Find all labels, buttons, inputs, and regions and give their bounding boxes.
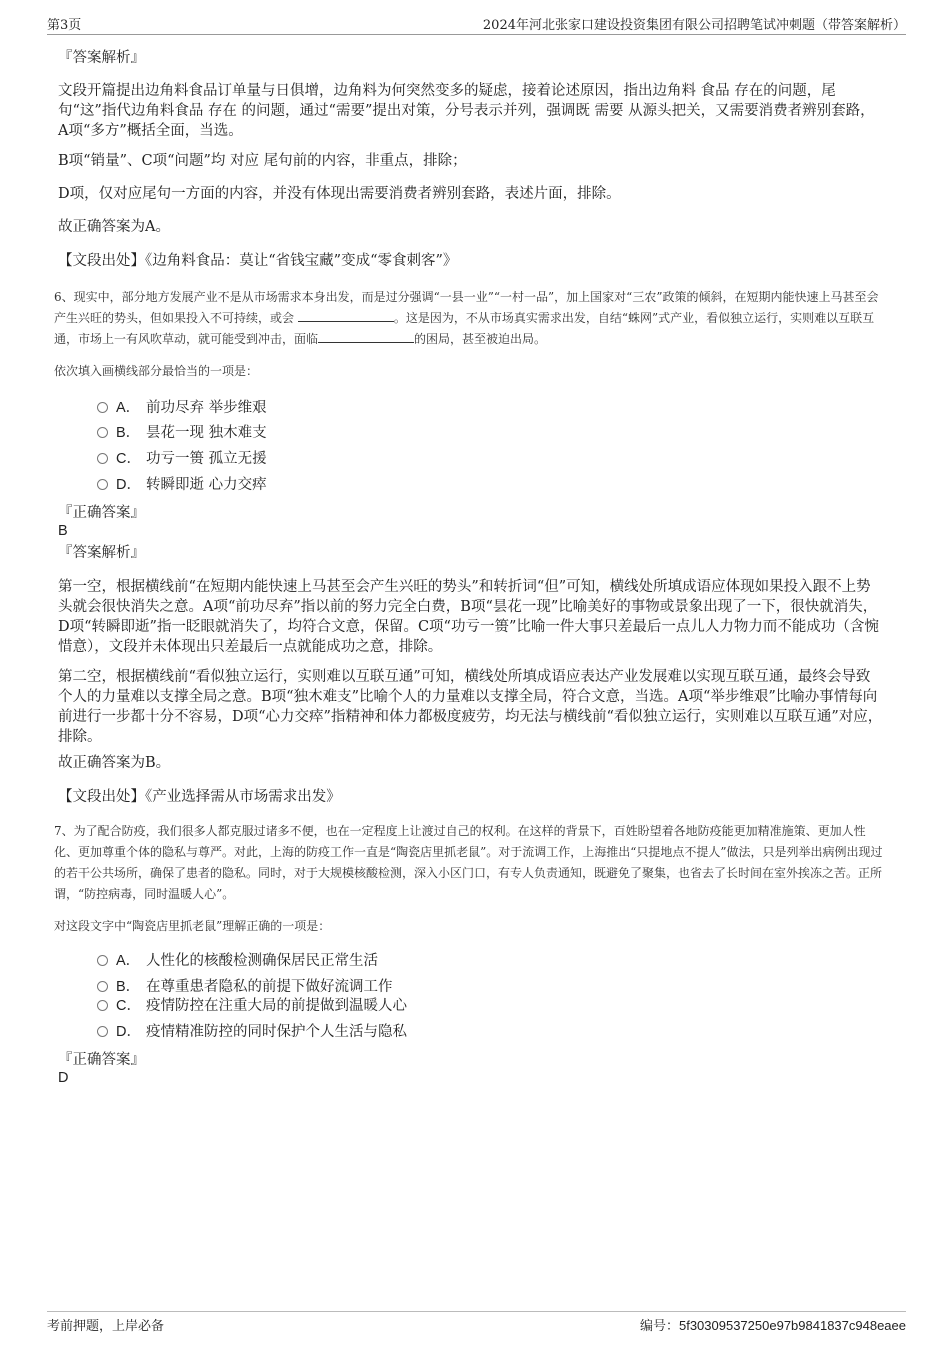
- q7-option-b[interactable]: [97, 977, 393, 997]
- option-letter: A．: [116, 400, 141, 416]
- q6-option-d[interactable]: [97, 475, 267, 495]
- page-footer: [47, 1311, 906, 1334]
- radio-icon[interactable]: [97, 479, 108, 490]
- q6-stem-part-1: 6、现实中，部分地方发展产业不是从市场需求本身出发，而是过分强调“一县一业”“一村一品”，加上国家对“三农”政策的倾斜，在短期内能快速上马甚至会产生兴旺的势头，但如果投入不可持续，或会: [54, 290, 879, 325]
- radio-icon[interactable]: [97, 402, 108, 413]
- option-letter: D．: [116, 1024, 141, 1040]
- option-text: 功亏一篑 孤立无援: [146, 451, 267, 467]
- q6-analysis-p2: 第二空，根据横线前“看似独立运行，实则难以互联互通”可知，横线处所填成语应表达产业发展难以实现互联互通，最终会导致个人的力量难以支撑全局之意。B项“独木难支”比喻个人的力量难以支撑全局，符合文意，当选。A项“举步维艰”比喻办事情每向前进行一步都十分不容易，D项“心力交瘁”指精神和体力都极度疲劳，均无法与横线前“看似独立运行，实则难以互联互通”对应，排除。: [58, 669, 883, 745]
- option-text: 昙花一现 独木难支: [146, 425, 267, 441]
- q5-conclusion: 故正确答案为A。: [58, 219, 170, 235]
- q7-option-d[interactable]: [97, 1022, 407, 1042]
- q6-blank-2: [318, 330, 414, 343]
- option-text: 在尊重患者隐私的前提下做好流调工作: [146, 979, 393, 995]
- option-text: 疫情精准防控的同时保护个人生活与隐私: [146, 1024, 407, 1040]
- q7-stem: 7、为了配合防疫，我们很多人都克服过诸多不便，也在一定程度上让渡过自己的权利。在这样的背景下，百姓盼望着各地防疫能更加精准施策、更加人性化、更加尊重个体的隐私与尊严。对此，上海的防疫工作一直是“陶瓷店里抓老鼠”。对于流调工作，上海推出“只提地点不提人”做法，只是列举出病例出现过的若干公共场所，确保了患者的隐私。同时，对于大规模核酸检测，深入小区门口，有专人负责通知，既避免了聚集，也省去了长时间在室外挨冻之苦。正所谓，“防控病毒，同时温暖人心”。: [54, 824, 883, 901]
- q6-option-a[interactable]: [97, 398, 267, 418]
- option-letter: D．: [116, 477, 141, 493]
- q6-stem-part-2: 。这是因为，不从市场真实需求出发，自结“蛛网”式产业，看似独立运行，实则难以互联互通，市场上一有风吹草动，就可能受到冲击，面临: [54, 311, 875, 346]
- q7-answer-tag: 『正确答案』: [58, 1052, 145, 1068]
- q6-option-c[interactable]: [97, 449, 267, 469]
- document-title: 2024年河北张家口建设投资集团有限公司招聘笔试冲刺题（带答案解析）: [482, 18, 906, 33]
- option-letter: A．: [116, 953, 141, 969]
- radio-icon[interactable]: [97, 427, 108, 438]
- radio-icon[interactable]: [97, 1000, 108, 1011]
- option-text: 前功尽弃 举步维艰: [146, 400, 267, 416]
- option-letter: C．: [116, 451, 141, 467]
- q6-source: 【文段出处】《产业选择需从市场需求出发》: [58, 789, 341, 805]
- option-letter: B．: [116, 425, 141, 441]
- radio-icon[interactable]: [97, 1026, 108, 1037]
- q7-option-a[interactable]: [97, 951, 378, 971]
- option-text: 人性化的核酸检测确保居民正常生活: [146, 953, 378, 969]
- option-letter: B．: [116, 979, 141, 995]
- radio-icon[interactable]: [97, 981, 108, 992]
- footer-code: 编号：5f30309537250e97b9841837c948eaee: [639, 1318, 906, 1333]
- q6-stem-part-3: 的困局，甚至被迫出局。: [414, 332, 547, 346]
- q6-option-b[interactable]: [97, 423, 267, 443]
- q5-analysis-p3: D项，仅对应尾句一方面的内容，并没有体现出需要消费者辨别套路，表述片面，排除。: [58, 186, 621, 202]
- option-letter: C．: [116, 998, 141, 1014]
- page-header: [47, 14, 906, 35]
- q7-option-c[interactable]: [97, 996, 407, 1016]
- q6-answer: B: [58, 523, 68, 539]
- q5-analysis-p1: 文段开篇提出边角料食品订单量与日俱增，边角料为何突然变多的疑虑，接着论述原因，指出边角料 食品 存在的问题，尾句“这”指代边角料食品 存在 的问题，通过“需要”提出对策，分号表示并列，强调既 需要 从源头把关，又需要消费者辨别套路，A项“多方”概括全面，当选。: [58, 83, 875, 139]
- radio-icon[interactable]: [97, 453, 108, 464]
- option-text: 疫情防控在注重大局的前提做到温暖人心: [146, 998, 407, 1014]
- q6-analysis-tag: 『答案解析』: [58, 545, 145, 561]
- q6-answer-tag: 『正确答案』: [58, 505, 145, 521]
- q7-prompt: 对这段文字中“陶瓷店里抓老鼠”理解正确的一项是：: [54, 919, 331, 933]
- q5-analysis-p2: B项“销量”、C项“问题”均 对应 尾句前的内容，非重点，排除；: [58, 153, 467, 169]
- q6-stem: [54, 287, 888, 350]
- option-text: 转瞬即逝 心力交瘁: [146, 477, 267, 493]
- q6-blank-1: [298, 309, 394, 322]
- q7-answer: D: [58, 1070, 69, 1086]
- page-number: 第3页: [47, 18, 82, 33]
- q6-prompt: 依次填入画横线部分最恰当的一项是：: [54, 364, 259, 378]
- q5-source: 【文段出处】《边角料食品：莫让“省钱宝藏”变成“零食刺客”》: [58, 253, 458, 269]
- q5-analysis-tag: 『答案解析』: [58, 50, 145, 66]
- footer-slogan: 考前押题，上岸必备: [47, 1319, 165, 1334]
- radio-icon[interactable]: [97, 955, 108, 966]
- q6-analysis-p1: 第一空，根据横线前“在短期内能快速上马甚至会产生兴旺的势头”和转折词“但”可知，横线处所填成语应体现如果投入跟不上势头就会很快消失之意。A项“前功尽弃”指以前的努力完全白费，B项“昙花一现”比喻美好的事物或景象出现了一下，很快就消失，D项“转瞬即逝”指一眨眼就消失了，均符合文意，保留。C项“功亏一篑”比喻一件大事只差最后一点儿人力物力而不能成功（含惋惜意），文段并未体现出只差最后一点就能成功之意，排除。: [58, 579, 879, 655]
- q6-conclusion: 故正确答案为B。: [58, 755, 171, 771]
